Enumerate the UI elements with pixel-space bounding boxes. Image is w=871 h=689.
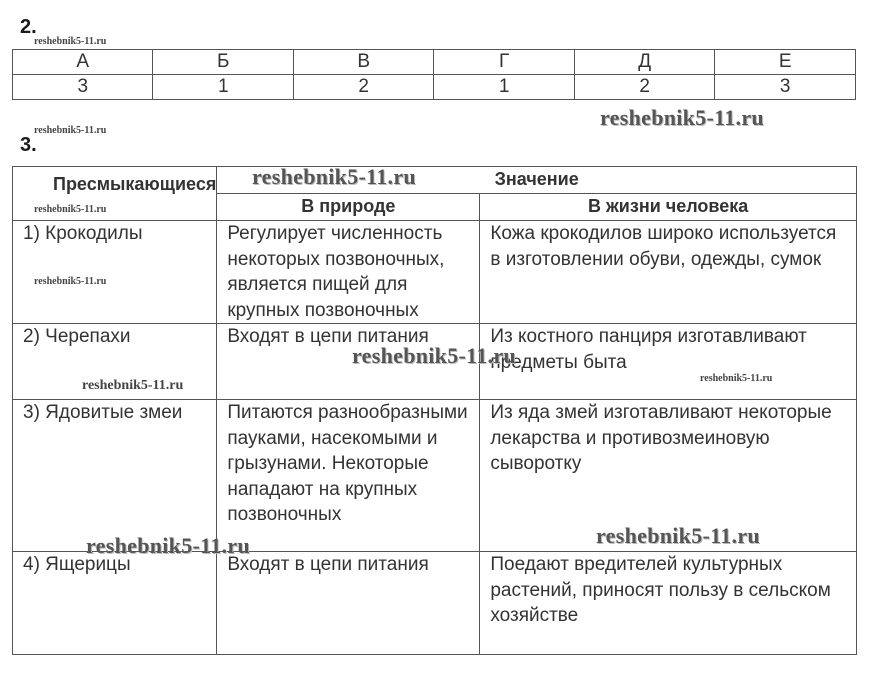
task-3-number: 3. (20, 134, 37, 156)
nature-cell: Входят в цепи питания (217, 324, 480, 400)
watermark: reshebnik5-11.ru (82, 378, 184, 393)
answer-letter: А (13, 50, 153, 75)
human-cell: Кожа крокодилов широко используется в изготовлении обуви, одежды, сумок (480, 221, 857, 324)
answer-letter: В (293, 50, 433, 75)
answer-letter: Б (153, 50, 293, 75)
column-header-meaning: Значение (217, 167, 857, 194)
watermark: reshebnik5-11.ru (600, 105, 764, 130)
answer-value: 3 (13, 75, 153, 100)
human-cell: Из яда змей изготавливают некоторые лекарства и противозмеиновую сыворотку (480, 400, 857, 552)
watermark: reshebnik5-11.ru (34, 125, 107, 136)
answer-value: 2 (293, 75, 433, 100)
animal-cell: 1) Крокодилы (13, 221, 217, 324)
table-row (13, 75, 856, 100)
table-header-row (13, 167, 857, 194)
animal-cell: 2) Черепахи (13, 324, 217, 400)
animal-cell: 4) Ящерицы (13, 552, 217, 655)
nature-cell: Регулирует численность некоторых позвоночных, является пищей для крупных позвоночных (217, 221, 480, 324)
nature-cell: Входят в цепи питания (217, 552, 480, 655)
watermark: reshebnik5-11.ru (34, 36, 107, 47)
answer-letter: Г (434, 50, 574, 75)
answer-value: 3 (715, 75, 856, 100)
column-header-in-human-life: В жизни человека (480, 194, 857, 221)
reptiles-table-task-3 (12, 166, 857, 655)
human-cell: Из костного панциря изготавливают предметы быта (480, 324, 857, 400)
column-header-in-nature: В природе (217, 194, 480, 221)
watermark: reshebnik5-11.ru (352, 343, 516, 368)
answer-value: 1 (153, 75, 293, 100)
watermark: reshebnik5-11.ru (34, 276, 107, 287)
table-row (13, 221, 857, 324)
answer-value: 2 (574, 75, 714, 100)
watermark: reshebnik5-11.ru (596, 523, 760, 548)
column-header-animal: Пресмыкающиеся (13, 167, 217, 221)
watermark: reshebnik5-11.ru (252, 164, 416, 189)
answer-table-task-2 (12, 49, 856, 100)
animal-cell: 3) Ядовитые змеи (13, 400, 217, 552)
watermark: reshebnik5-11.ru (86, 533, 250, 558)
watermark: reshebnik5-11.ru (34, 204, 107, 215)
table-row (13, 50, 856, 75)
answer-letter: Е (715, 50, 856, 75)
table-row (13, 552, 857, 655)
watermark: reshebnik5-11.ru (700, 373, 773, 384)
answer-letter: Д (574, 50, 714, 75)
human-cell: Поедают вредителей культурных растений, приносят пользу в сельском хозяйстве (480, 552, 857, 655)
nature-cell: Питаются разнообразными пауками, насекомыми и грызунами. Некоторые нападают на крупных позвоночных (217, 400, 480, 552)
answer-value: 1 (434, 75, 574, 100)
task-2-number: 2. (20, 16, 37, 38)
